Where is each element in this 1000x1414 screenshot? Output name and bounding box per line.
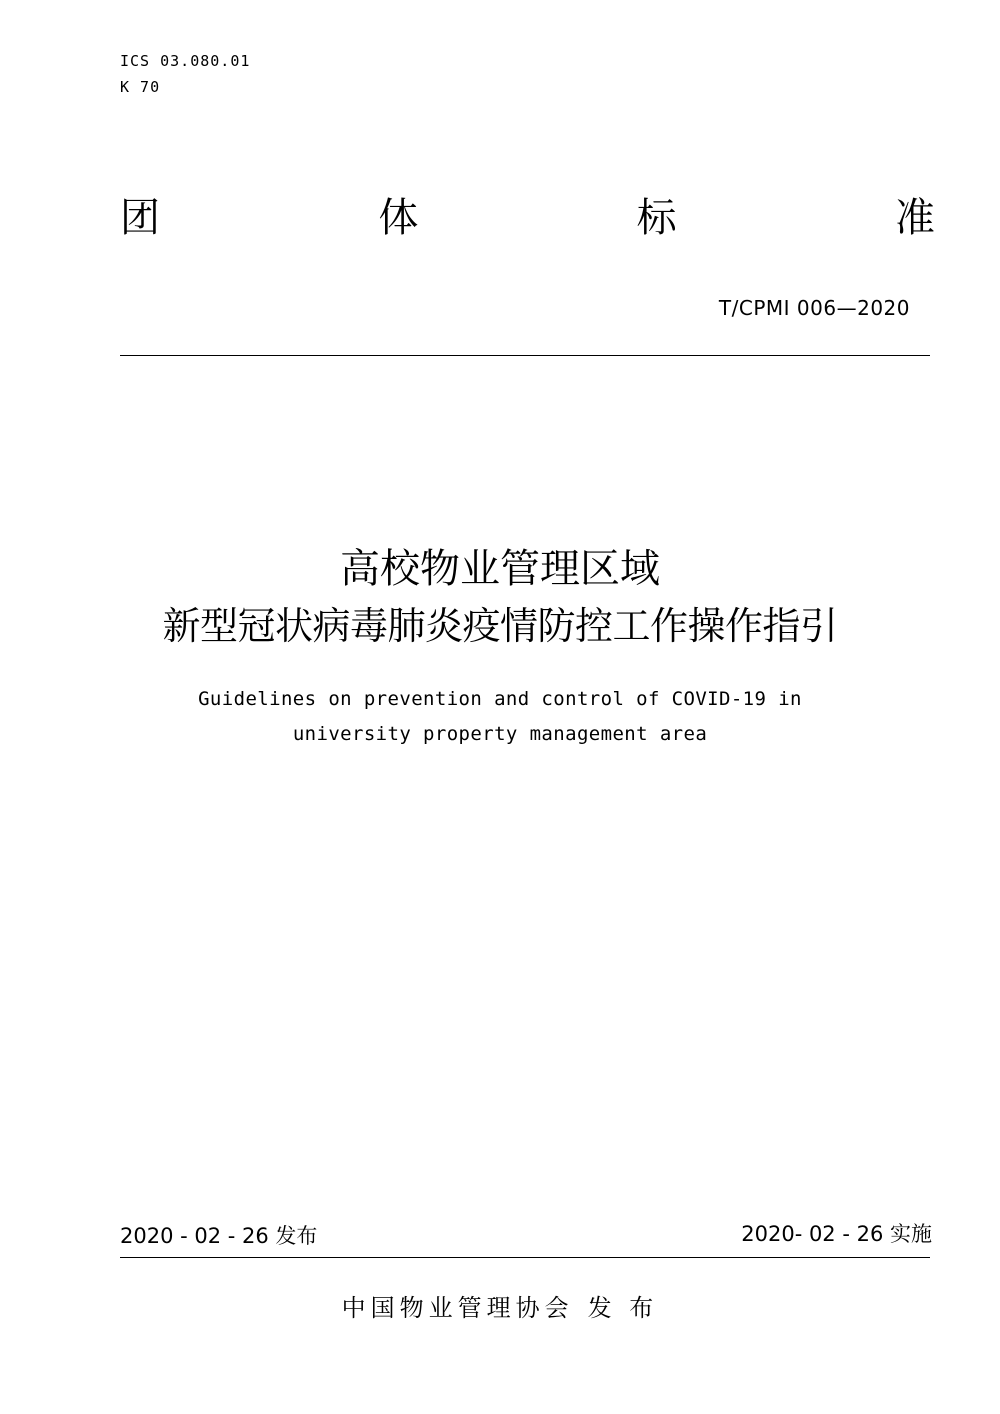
standard-number: T/CPMI 006—2020 — [718, 296, 910, 320]
title-zh-line-2: 新型冠状病毒肺炎疫情防控工作操作指引 — [162, 604, 838, 648]
bottom-divider — [120, 1257, 930, 1258]
title-zh-line-1: 高校物业管理区域 — [340, 546, 660, 592]
issue-date: 2020 - 02 - 26 发布 — [120, 1224, 318, 1248]
standard-type-char: 体 — [378, 195, 419, 241]
implementation-date: 2020- 02 - 26 实施 — [741, 1222, 932, 1246]
publisher-line — [0, 1288, 1000, 1323]
title-en-line-2: university property management area — [292, 723, 708, 745]
top-divider — [120, 355, 930, 356]
publisher-action: 发 布 — [587, 1294, 659, 1322]
standard-type-char: 团 — [120, 195, 160, 241]
ccs-code: K 70 — [120, 78, 161, 96]
standard-type-char: 标 — [636, 195, 677, 241]
publisher-name: 中国物业管理协会 — [341, 1294, 574, 1322]
ics-code: ICS 03.080.01 — [120, 52, 251, 70]
standard-type-heading — [120, 192, 935, 244]
title-en-line-1: Guidelines on prevention and control of COVID-19 in — [198, 688, 802, 710]
standard-type-char: 准 — [894, 195, 935, 241]
